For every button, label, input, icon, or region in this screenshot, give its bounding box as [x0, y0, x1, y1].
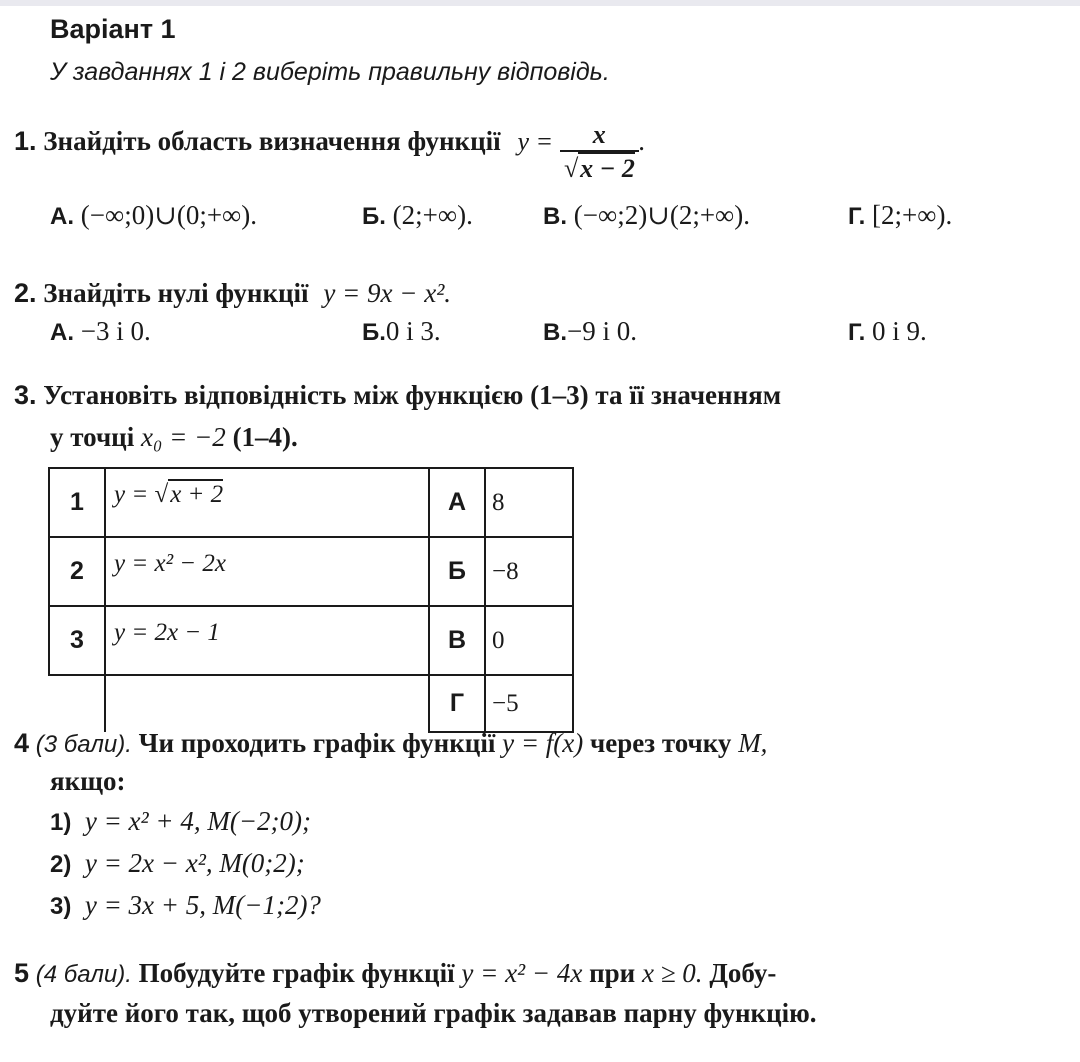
radicand: x − 2 [580, 154, 635, 183]
question-text: Установіть відповідність між функцією (1–3) та її значенням [43, 380, 782, 410]
instruction: У завданнях 1 і 2 виберіть правильну відповідь. [50, 58, 610, 86]
option-value: −9 і 0. [567, 316, 637, 346]
item-label: 1) [50, 809, 72, 836]
value-letter: Б [429, 537, 485, 606]
item-label: 3) [50, 893, 72, 920]
variant-title: Варіант 1 [50, 14, 176, 44]
option-value: (2;+∞). [392, 200, 473, 230]
question-4-line2: якщо: [50, 766, 126, 796]
top-bar [0, 0, 1080, 6]
question-5-line2: дуйте його так, щоб утворений графік задавав парну функцію. [50, 998, 817, 1028]
option-label: А. [50, 319, 74, 346]
option-label: Б. [362, 319, 386, 346]
table-row [49, 675, 573, 732]
question-2 [14, 278, 451, 309]
function-cell: y = 2x − 1 [105, 606, 429, 675]
option-value: 0 і 9. [872, 316, 927, 346]
function-formula: y = √ [114, 481, 169, 508]
question-number: 3. [14, 380, 37, 410]
q1-option-a[interactable] [50, 200, 257, 231]
question-number: 1. [14, 126, 37, 157]
question-text: при [589, 958, 636, 988]
table-row [49, 468, 573, 537]
question-3 [14, 380, 781, 411]
question-number: 2. [14, 278, 37, 308]
q2-option-a[interactable] [50, 316, 151, 347]
q1-option-c[interactable] [543, 200, 750, 231]
option-label: Г. [848, 319, 866, 346]
condition: x ≥ 0. [642, 958, 703, 988]
point-m: M, [738, 728, 768, 758]
function-formula: y = 9x − x². [323, 278, 452, 308]
question-number: 4 [14, 728, 30, 758]
question-text: Знайдіть нулі функції [43, 278, 309, 308]
option-value: −3 і 0. [80, 316, 151, 346]
function-fraction [560, 120, 639, 184]
q4-item-3 [50, 890, 321, 921]
function-formula: y = f(x) [502, 728, 584, 758]
value-letter: Г [429, 675, 485, 732]
value-cell: −8 [485, 537, 573, 606]
item-value: y = 2x − x², M(0;2); [84, 848, 305, 878]
table-row [49, 606, 573, 675]
matching-table [48, 467, 574, 733]
question-text: Побудуйте графік функції [138, 958, 455, 988]
empty-cell [105, 675, 429, 732]
value-letter: В [429, 606, 485, 675]
option-label: Г. [848, 203, 866, 230]
q2-option-b[interactable] [362, 316, 441, 347]
option-label: Б. [362, 203, 386, 230]
value-cell: 8 [485, 468, 573, 537]
question-text: через точку [590, 728, 732, 758]
function-number: 3 [49, 606, 105, 675]
function-cell: y = x² − 2x [105, 537, 429, 606]
function-formula: y = x² − 4x [461, 958, 583, 988]
function-tail: . [638, 126, 646, 157]
question-text: (1–4). [232, 422, 298, 452]
function-cell [105, 468, 429, 537]
fraction-numerator: x [592, 120, 606, 149]
value-cell: 0 [485, 606, 573, 675]
question-text: Добу- [709, 958, 777, 988]
q1-option-d[interactable] [848, 200, 952, 231]
item-value: y = x² + 4, M(−2;0); [84, 806, 312, 836]
q4-item-2 [50, 848, 305, 879]
item-value: y = 3x + 5, M(−1;2)? [84, 890, 321, 920]
q2-option-d[interactable] [848, 316, 927, 347]
question-text: у точці [50, 422, 135, 452]
function-number: 1 [49, 468, 105, 537]
option-value: (−∞;0)∪(0;+∞). [80, 200, 258, 230]
fraction-denominator: √x − 2 [560, 150, 639, 184]
question-points: (4 бали). [35, 961, 132, 988]
value-cell: −5 [485, 675, 573, 732]
question-4 [14, 728, 767, 759]
option-value: (−∞;2)∪(2;+∞). [573, 200, 751, 230]
value-letter: А [429, 468, 485, 537]
option-value: [2;+∞). [872, 200, 953, 230]
function-lhs: y = [517, 127, 554, 157]
question-5 [14, 958, 776, 989]
question-text: Чи проходить графік функції [138, 728, 496, 758]
option-value: 0 і 3. [385, 316, 441, 346]
question-points: (3 бали). [35, 731, 132, 758]
q4-item-1 [50, 806, 311, 837]
function-number: 2 [49, 537, 105, 606]
option-label: В. [543, 203, 567, 230]
question-number: 5 [14, 958, 30, 988]
question-3-line2 [50, 422, 298, 453]
option-label: А. [50, 203, 74, 230]
point-x0: x₀ = −2 [141, 422, 226, 452]
q1-option-b[interactable] [362, 200, 473, 231]
radicand: x + 2 [170, 481, 224, 508]
option-label: В. [543, 319, 567, 346]
q2-option-c[interactable] [543, 316, 637, 347]
table-row [49, 537, 573, 606]
empty-cell [49, 675, 105, 732]
item-label: 2) [50, 851, 72, 878]
question-1 [14, 112, 646, 183]
question-text: Знайдіть область визначення функції [43, 126, 501, 157]
